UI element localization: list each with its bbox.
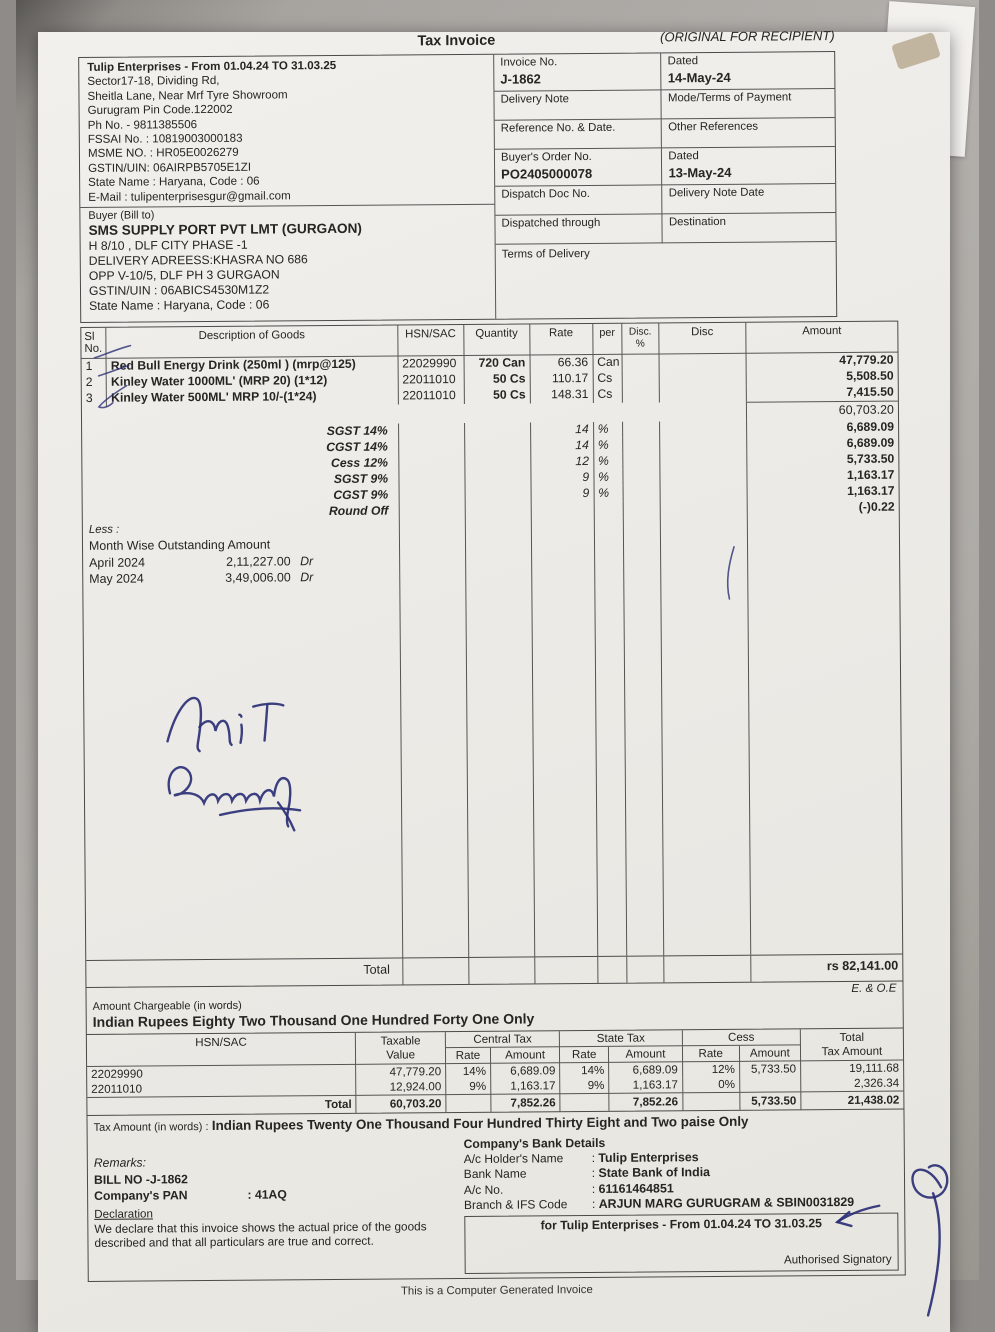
- tax-rate: [531, 502, 594, 518]
- tax-per: [594, 502, 623, 518]
- declaration-label: Declaration: [94, 1207, 153, 1222]
- meta-value: [501, 136, 655, 137]
- tax-per: %: [594, 470, 623, 486]
- central-tax-header: Central Tax: [446, 1031, 560, 1048]
- seller-block: [87, 58, 486, 205]
- seller-and-buyer: [79, 55, 496, 322]
- col-header-disc: Disc: [659, 323, 747, 355]
- seller-line: Sector17-18, Dividing Rd,: [87, 74, 220, 89]
- bank-row: Bank Name : State Bank of India: [463, 1165, 711, 1182]
- total-tax: 19,111.68: [849, 1061, 900, 1075]
- tax-rate: 9: [531, 486, 594, 502]
- central-amount: 6,689.09: [491, 1063, 560, 1079]
- outstanding-drcr: Dr: [300, 570, 314, 585]
- meta-label: Reference No. & Date.: [500, 121, 616, 135]
- seller-line: GSTIN/UIN: 06AIRPB5705E1ZI: [87, 160, 252, 175]
- meta-cell-order-dated: [661, 147, 834, 185]
- item-rate: 148.31: [531, 387, 594, 403]
- meta-value: [501, 202, 655, 203]
- state-tax-header: State Tax: [560, 1030, 683, 1047]
- meta-label: Invoice No.: [500, 56, 558, 69]
- item-description: Kinley Water 500ML' MRP 10/-(1*24): [107, 388, 398, 406]
- item-quantity: 50 Cs: [464, 371, 530, 388]
- hsn-total-tax: 21,438.02: [801, 1091, 903, 1110]
- item-disc-pct: [623, 370, 660, 386]
- state-amount: 1,163.17: [609, 1077, 683, 1093]
- cess-amount: 5,733.50: [740, 1061, 801, 1076]
- meta-cell-dispatched-through: [495, 214, 662, 244]
- bank-row-value: State Bank of India: [598, 1165, 711, 1181]
- buyer-line: GSTIN/UIN : 06ABICS4530M1Z2: [88, 282, 270, 299]
- computer-generated-note: This is a Computer Generated Invoice: [400, 1283, 593, 1298]
- tax-amount: 6,689.09: [846, 435, 895, 450]
- tax-label: Cess 12%: [82, 455, 399, 473]
- taxable-value: 47,779.20: [356, 1064, 446, 1080]
- header-box: [78, 51, 837, 323]
- item-per: Can: [593, 355, 622, 371]
- seller-line: MSME NO. : HR05E0026279: [87, 146, 239, 161]
- hsn-code: 22011010: [87, 1080, 356, 1097]
- meta-cell-terms-of-delivery: [496, 242, 836, 319]
- hsn-header: HSN/SAC: [87, 1033, 357, 1067]
- tax-per: %: [594, 454, 623, 470]
- tax-rate: 12: [531, 454, 594, 470]
- buyer-line: DELIVERY ADREESS:KHASRA NO 686: [88, 252, 308, 269]
- tax-label: SGST 14%: [82, 423, 399, 441]
- tax-label: SGST 9%: [82, 471, 399, 489]
- signatory-box: [464, 1212, 899, 1273]
- item-sl: 3: [82, 391, 107, 407]
- item-rate: 110.17: [530, 371, 593, 387]
- bank-row: A/c No. : 61161464851: [463, 1181, 674, 1197]
- col-header-sl: Sl No.: [81, 328, 107, 359]
- item-disc-pct: [623, 386, 660, 402]
- meta-label: Delivery Note: [500, 93, 569, 106]
- less-label: Less :: [88, 523, 120, 536]
- item-disc: [659, 386, 746, 403]
- amount-subheader: Amount: [609, 1046, 683, 1063]
- seller-line: Gurugram Pin Code.122002: [87, 103, 233, 118]
- authorised-signatory-label: Authorised Signatory: [783, 1252, 892, 1267]
- outstanding-month: May 2024: [89, 571, 144, 587]
- bank-row-value: 61161464851: [598, 1181, 674, 1196]
- bank-row-label: A/c Holder's Name: [463, 1151, 564, 1166]
- col-header-rate: Rate: [530, 324, 593, 355]
- tax-words-value: Indian Rupees Twenty One Thousand Four Hundred Thirty Eight and Two paise Only: [211, 1113, 749, 1133]
- item-per: Cs: [593, 387, 622, 403]
- item-hsn: 22011010: [398, 372, 464, 389]
- item-amount: 5,508.50: [846, 368, 894, 383]
- meta-cell-payment-mode: [661, 89, 834, 119]
- central-amount: 1,163.17: [491, 1078, 560, 1094]
- item-hsn: 22011010: [398, 388, 464, 405]
- cess-amount: [740, 1076, 801, 1091]
- col-header-disc-pct: Disc. %: [622, 323, 659, 354]
- tax-label: Round Off: [83, 503, 400, 521]
- outstanding-and-spacer: [83, 516, 902, 960]
- outstanding-row: [89, 570, 393, 587]
- meta-value: [669, 201, 829, 202]
- col-header-hsn: HSN/SAC: [398, 325, 464, 357]
- item-per: Cs: [593, 371, 622, 387]
- tax-per: %: [594, 438, 623, 454]
- rate-subheader: Rate: [446, 1048, 491, 1064]
- rate-subheader: Rate: [560, 1047, 609, 1063]
- bank-row-label: Branch & IFS Code: [463, 1197, 568, 1213]
- item-quantity: 720 Can: [464, 355, 530, 372]
- meta-cell-dated: [661, 52, 834, 90]
- meta-cell-destination: [662, 213, 835, 243]
- amount-words-label: Amount Chargeable (in words): [92, 999, 242, 1013]
- tax-amount: 1,163.17: [846, 467, 895, 482]
- seller-line: Ph No. - 9811385506: [87, 117, 198, 132]
- buyer-name: SMS SUPPLY PORT PVT LMT (GURGAON): [88, 221, 363, 239]
- remarks-block: [94, 1137, 465, 1277]
- meta-value: [668, 106, 828, 107]
- bank-row-label: A/c No.: [463, 1182, 504, 1197]
- pan-label: Company's PAN: [94, 1188, 188, 1204]
- items-table: [80, 321, 903, 988]
- buyer-line: OPP V-10/5, DLF PH 3 GURGAON: [88, 267, 280, 284]
- meta-value: J-1862: [500, 71, 541, 87]
- hsn-total-label: Total: [87, 1095, 356, 1115]
- cess-rate: 12%: [683, 1062, 740, 1077]
- eoe-label: E. & O.E: [851, 981, 897, 995]
- item-sl: 2: [82, 375, 107, 391]
- invoice-meta-grid: [494, 52, 836, 319]
- item-amount: 47,779.20: [839, 352, 894, 368]
- central-rate: 14%: [446, 1064, 491, 1079]
- meta-value: 13-May-24: [668, 164, 732, 181]
- state-amount: 6,689.09: [609, 1062, 683, 1078]
- item-description: Kinley Water 1000ML' (MRP 20) (1*12): [107, 372, 398, 390]
- item-rate: 66.36: [530, 355, 593, 371]
- invoice-document: [78, 30, 906, 1302]
- outstanding-month: April 2024: [89, 555, 145, 570]
- amount-words-value: Indian Rupees Eighty Two Thousand One Hundred Forty One Only: [92, 1010, 535, 1030]
- outstanding-title: Month Wise Outstanding Amount: [88, 537, 271, 553]
- footer-section: [87, 1132, 906, 1282]
- item-hsn: 22029990: [398, 356, 464, 373]
- meta-value: [669, 230, 829, 231]
- item-description: Red Bull Energy Drink (250ml ) (mrp@125): [107, 356, 398, 374]
- copy-type-label: (ORIGINAL FOR RECIPIENT): [660, 28, 835, 45]
- title-row: [78, 30, 835, 54]
- meta-cell-dispatch-doc: [495, 185, 662, 215]
- bank-row-label: Bank Name: [463, 1166, 527, 1182]
- buyer-line: H 8/10 , DLF CITY PHASE -1: [88, 237, 248, 254]
- central-rate: 9%: [446, 1079, 491, 1094]
- seller-line: E-Mail : tulipenterprisesgur@gmail.com: [88, 188, 291, 204]
- col-header-description: Description of Goods: [107, 325, 399, 358]
- meta-value: [501, 107, 655, 108]
- item-amount: 7,415.50: [846, 384, 894, 399]
- cess-header: Cess: [682, 1029, 800, 1046]
- bank-row-value: ARJUN MARG GURUGRAM & SBIN0031829: [598, 1195, 855, 1212]
- total-amount: rs 82,141.00: [826, 958, 899, 974]
- item-quantity: 50 Cs: [464, 387, 530, 404]
- pan-value: : 41AQ: [247, 1187, 287, 1203]
- taxable-value: 12,924.00: [356, 1079, 446, 1095]
- meta-label: Destination: [668, 215, 726, 229]
- tax-amount: 6,689.09: [846, 419, 895, 434]
- meta-label: Dispatch Doc No.: [501, 187, 590, 201]
- tax-label: CGST 9%: [83, 487, 400, 505]
- col-header-per: per: [593, 324, 623, 355]
- seller-line: State Name : Haryana, Code : 06: [88, 174, 260, 190]
- item-disc: [659, 370, 746, 387]
- amount-words-section: [85, 982, 903, 1034]
- hsn-summary-table: [86, 1028, 905, 1116]
- tax-amount: 1,163.17: [847, 483, 895, 498]
- meta-cell-other-refs: [661, 118, 834, 148]
- document-title: Tax Invoice: [417, 32, 496, 50]
- meta-cell-buyers-order: [495, 148, 662, 186]
- tax-per: %: [594, 422, 623, 438]
- meta-cell-reference: [495, 119, 662, 149]
- item-disc-pct: [622, 354, 659, 370]
- meta-label: Delivery Note Date: [668, 186, 765, 200]
- item-sl: 1: [82, 359, 107, 375]
- col-header-quantity: Quantity: [464, 324, 530, 356]
- seller-line: Sheitla Lane, Near Mrf Tyre Showroom: [87, 88, 288, 103]
- tax-words-label: Tax Amount (in words) :: [93, 1121, 209, 1134]
- hsn-total-central: 7,852.26: [491, 1093, 560, 1112]
- bank-row: A/c Holder's Name : Tulip Enterprises: [463, 1149, 699, 1166]
- for-company-line: for Tulip Enterprises - From 01.04.24 TO 31.03.25: [540, 1216, 822, 1233]
- hsn-total-state: 7,852.26: [610, 1092, 684, 1111]
- amount-subheader: Amount: [740, 1045, 801, 1061]
- declaration-block: [94, 1205, 464, 1250]
- hsn-total-cess: 5,733.50: [740, 1091, 801, 1109]
- meta-value: PO2405000078: [501, 165, 593, 182]
- buyer-block: [80, 204, 495, 314]
- tax-label: CGST 14%: [82, 439, 399, 457]
- meta-label: Dated: [667, 55, 699, 68]
- tax-per: %: [594, 486, 623, 502]
- cess-rate: 0%: [683, 1077, 740, 1092]
- state-rate: 14%: [560, 1063, 609, 1078]
- meta-label: Buyer's Order No.: [500, 150, 592, 164]
- hsn-total-taxable: 60,703.20: [357, 1094, 447, 1113]
- outstanding-row: [89, 553, 393, 570]
- tax-rate: 9: [531, 470, 594, 486]
- outstanding-amount: 2,11,227.00: [225, 553, 291, 569]
- bill-no: BILL NO -J-1862: [93, 1172, 188, 1187]
- buyer-section-label: Buyer (Bill to): [88, 209, 155, 222]
- col-header-amount: Amount: [746, 322, 897, 354]
- outstanding-block: [83, 519, 403, 959]
- invoice-paper: [38, 28, 950, 1332]
- meta-value: [668, 135, 828, 136]
- bank-row: Branch & IFS Code : ARJUN MARG GURUGRAM & SBIN0031829: [463, 1195, 855, 1213]
- seller-line: Tulip Enterprises - From 01.04.24 TO 31.03.25: [87, 58, 337, 74]
- taxable-value-header: Taxable Value: [356, 1032, 446, 1065]
- photo-of-invoice: [16, 0, 979, 1298]
- seller-line: FSSAI No. : 10819003000183: [87, 131, 243, 146]
- meta-label: Dispatched through: [501, 216, 601, 230]
- meta-cell-invoice-no: [494, 53, 661, 91]
- outstanding-drcr: Dr: [299, 553, 314, 568]
- company-pan-row: [94, 1186, 464, 1204]
- total-tax-header: Total Tax Amount: [801, 1029, 903, 1062]
- remarks-label: Remarks:: [93, 1155, 147, 1171]
- meta-cell-delivery-note: [494, 90, 661, 120]
- meta-label: Terms of Delivery: [501, 247, 590, 261]
- rate-subheader: Rate: [683, 1046, 740, 1062]
- item-disc: [659, 354, 746, 371]
- meta-label: Other References: [668, 120, 759, 134]
- declaration-text: We declare that this invoice shows the actual price of the goods described and that all particulars are true and correct.: [94, 1219, 427, 1250]
- tax-amount: (-)0.22: [858, 499, 895, 514]
- meta-cell-delivery-note-date: [662, 184, 835, 214]
- subtotal-amount: 60,703.20: [747, 401, 898, 421]
- tax-amount: 5,733.50: [846, 451, 895, 466]
- outstanding-amount: 3,49,006.00: [225, 570, 291, 586]
- meta-value: [502, 231, 656, 232]
- meta-value: 14-May-24: [667, 69, 731, 86]
- bank-details-title: Company's Bank Details: [463, 1136, 606, 1152]
- amount-subheader: Amount: [491, 1047, 560, 1064]
- state-rate: 9%: [560, 1078, 609, 1093]
- bank-details-block: [463, 1134, 898, 1274]
- meta-label: Dated: [668, 150, 699, 163]
- tape-smudge: [891, 32, 941, 70]
- buyer-line: State Name : Haryana, Code : 06: [89, 297, 270, 314]
- tax-rate: 14: [531, 438, 594, 454]
- hsn-code: 22029990: [87, 1065, 356, 1082]
- meta-label: Mode/Terms of Payment: [667, 91, 792, 105]
- total-label: Total: [86, 958, 403, 986]
- tax-rate: 14: [531, 422, 594, 438]
- total-tax: 2,326.34: [853, 1076, 900, 1090]
- bank-row-value: Tulip Enterprises: [598, 1149, 699, 1165]
